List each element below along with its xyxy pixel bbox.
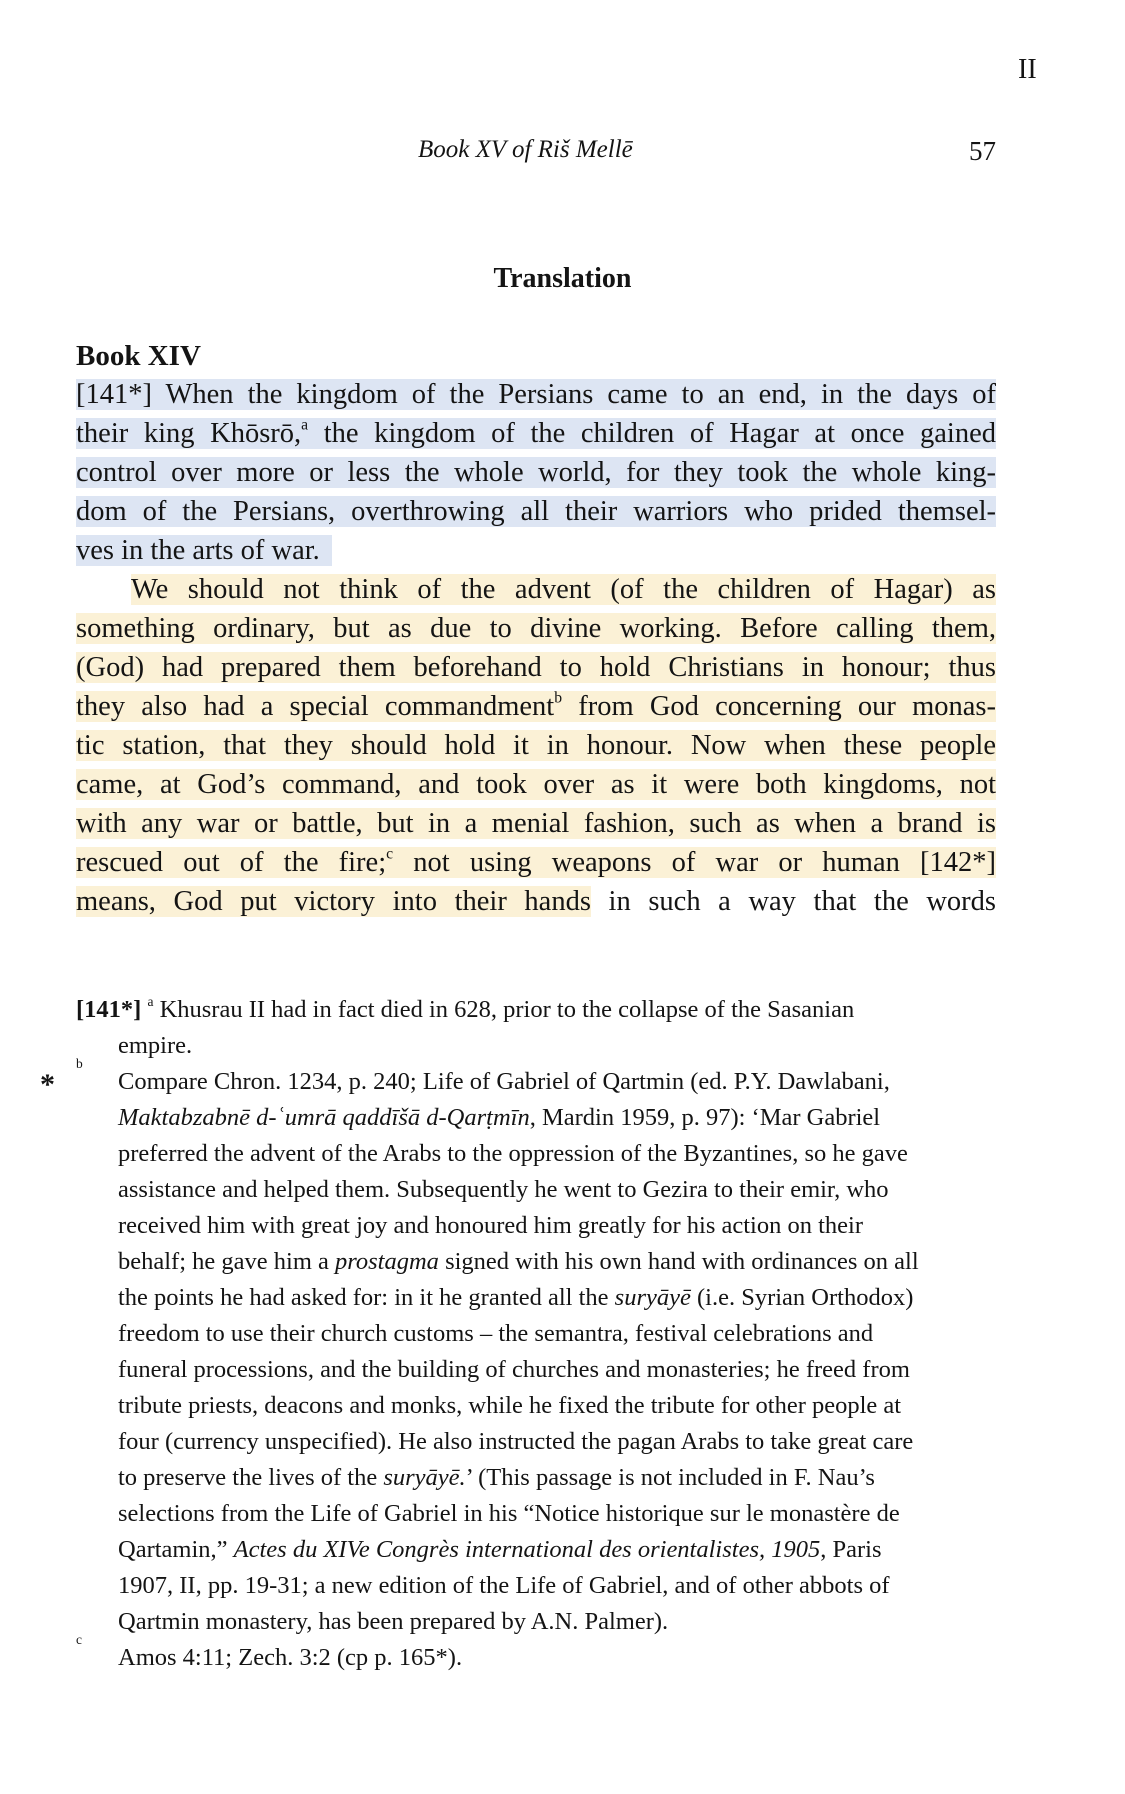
note-text: behalf; he gave him a xyxy=(118,1248,336,1275)
text-run: We should not think of the advent (of the children of Hagar) as xyxy=(131,574,996,605)
note-text: signed with his own hand with ordinances on all xyxy=(438,1248,919,1275)
note-text: preferred the advent of the Arabs to the oppression of the Byzantines, so he gave xyxy=(118,1140,908,1167)
note-text: Khusrau II had in fact died in 628, prior to the collapse of the Sasanian xyxy=(153,996,855,1023)
text-line xyxy=(76,531,996,570)
text-line xyxy=(76,570,996,609)
footnote-line xyxy=(76,1568,1002,1604)
note-text: selections from the Life of Gabriel in his “Notice historique sur le monastère de xyxy=(118,1500,900,1527)
footnote-line xyxy=(76,1424,1002,1460)
footnotes[interactable] xyxy=(76,992,1002,1676)
footnote-line xyxy=(76,1244,1002,1280)
text-line xyxy=(76,804,996,843)
text-run: dom of the Persians, overthrowing all their warriors who prided themsel- xyxy=(76,496,996,527)
note-text: 1907, II, pp. 19-31; a new edition of the Life of Gabriel, and of other abbots of xyxy=(118,1572,890,1599)
body-text[interactable] xyxy=(76,375,996,921)
note-text: Amos 4:11; Zech. 3:2 (cp p. 165*). xyxy=(118,1644,463,1671)
text-run: ves in the arts of war. xyxy=(76,535,320,566)
footnote-line xyxy=(76,1172,1002,1208)
note-text-italic: prostagma xyxy=(335,1248,439,1275)
text-run: they also had a special commandment xyxy=(76,691,555,722)
footnote-marker-a: a xyxy=(147,994,154,1010)
note-text: (i.e. Syrian Orthodox) xyxy=(690,1284,914,1311)
text-line xyxy=(76,726,996,765)
note-text: tribute priests, deacons and monks, while he fixed the tribute for other people at xyxy=(118,1392,902,1419)
text-line xyxy=(76,375,996,414)
text-line xyxy=(76,453,996,492)
footnote-tag: [141*] xyxy=(76,996,142,1023)
note-text: to preserve the lives of the xyxy=(118,1464,384,1491)
note-text: empire. xyxy=(118,1032,193,1059)
note-text: , Paris xyxy=(820,1536,882,1563)
page-number: 57 xyxy=(969,136,996,166)
text-line xyxy=(76,687,996,726)
text-run: (God) had prepared them beforehand to hold Christians in honour; thus xyxy=(76,652,996,683)
text-run: [141*] When the kingdom of the Persians came to an end, in the days of xyxy=(76,379,996,410)
note-text-italic: Maktabzabnē d-ʿumrā qaddīšā d-Qarṭmīn xyxy=(118,1104,530,1131)
text-line xyxy=(76,609,996,648)
note-text: the points he had asked for: in it he granted all the xyxy=(118,1284,615,1311)
footnote-line xyxy=(76,1496,1002,1532)
footnote-line xyxy=(76,1532,1002,1568)
footnote-line xyxy=(76,1604,1002,1640)
note-text: Qartmin monastery, has been prepared by A.N. Palmer). xyxy=(118,1608,669,1635)
text-run: came, at God’s command, and took over as it were both kingdoms, not xyxy=(76,769,996,800)
text-line xyxy=(76,843,996,882)
section-title: Translation xyxy=(493,263,632,294)
footnote-line xyxy=(76,1136,1002,1172)
running-head: Book XV of Riš Mellē xyxy=(418,136,633,163)
text-run: from God concerning our monas- xyxy=(562,691,996,722)
footnote-line xyxy=(76,1460,1002,1496)
text-line xyxy=(76,648,996,687)
text-run: something ordinary, but as due to divine working. Before calling them, xyxy=(76,613,996,644)
note-text-italic: Actes du XIVe Congrès international des orientalistes, 1905 xyxy=(233,1536,821,1563)
page-marker: II xyxy=(1018,54,1037,85)
note-text: , Mardin 1959, p. 97): ‘Mar Gabriel xyxy=(529,1104,881,1131)
note-text: received him with great joy and honoured him greatly for his action on their xyxy=(118,1212,863,1239)
footnote-b: b Compare Chron. 1234, p. 240; Life of Gabriel of Qartmin (ed. P.Y. Dawlabani, xyxy=(76,1056,890,1095)
note-text: freedom to use their church customs – the semantra, festival celebrations and xyxy=(118,1320,874,1347)
footnote-ref-a[interactable]: a xyxy=(301,416,309,434)
note-text-italic: suryāyē xyxy=(614,1284,691,1311)
text-run: not using weapons of war or human [142*] xyxy=(393,847,997,878)
footnote-ref-b[interactable]: b xyxy=(554,689,563,707)
footnote-line xyxy=(76,1100,1002,1136)
text-run: in such a way that the words xyxy=(590,886,996,917)
footnote-line xyxy=(76,1352,1002,1388)
footnote-line xyxy=(76,1388,1002,1424)
text-run: control over more or less the whole world, for they took the whole king- xyxy=(76,457,996,488)
footnote-line xyxy=(76,1316,1002,1352)
text-run: with any war or battle, but in a menial fashion, such as when a brand is xyxy=(76,808,996,839)
text-run: rescued out of the fire; xyxy=(76,847,387,878)
note-text: Compare Chron. 1234, p. 240; Life of Gabriel of Qartmin (ed. P.Y. Dawlabani, xyxy=(118,1068,890,1095)
text-run: the kingdom of the children of Hagar at once gained xyxy=(308,418,996,449)
footnote-line xyxy=(76,1280,1002,1316)
note-text-italic: suryāyē. xyxy=(383,1464,466,1491)
note-text: funeral processions, and the building of churches and monasteries; he freed from xyxy=(118,1356,910,1383)
footnote-line xyxy=(76,1028,1002,1064)
text-run: tic station, that they should hold it in honour. Now when these people xyxy=(76,730,996,761)
footnote-c: c Amos 4:11; Zech. 3:2 (cp p. 165*). xyxy=(76,1632,463,1671)
asterisk-annotation: * xyxy=(40,1068,55,1101)
text-run: means, God put victory into their hands xyxy=(76,886,591,917)
footnote-a xyxy=(76,992,1002,1028)
text-line xyxy=(76,882,996,921)
footnote-line xyxy=(76,1208,1002,1244)
note-text: assistance and helped them. Subsequently he went to Gezira to their emir, who xyxy=(118,1176,889,1203)
text-line xyxy=(76,414,996,453)
note-text: ’ (This passage is not included in F. Nau’s xyxy=(465,1464,875,1491)
note-text: Qartamin,” xyxy=(118,1536,234,1563)
text-run: their king Khōsrō, xyxy=(76,418,302,449)
footnote-ref-c[interactable]: c xyxy=(386,845,394,863)
note-text: four (currency unspecified). He also instructed the pagan Arabs to take great care xyxy=(118,1428,914,1455)
book-heading: Book XIV xyxy=(76,340,201,372)
text-line xyxy=(76,492,996,531)
text-line xyxy=(76,765,996,804)
